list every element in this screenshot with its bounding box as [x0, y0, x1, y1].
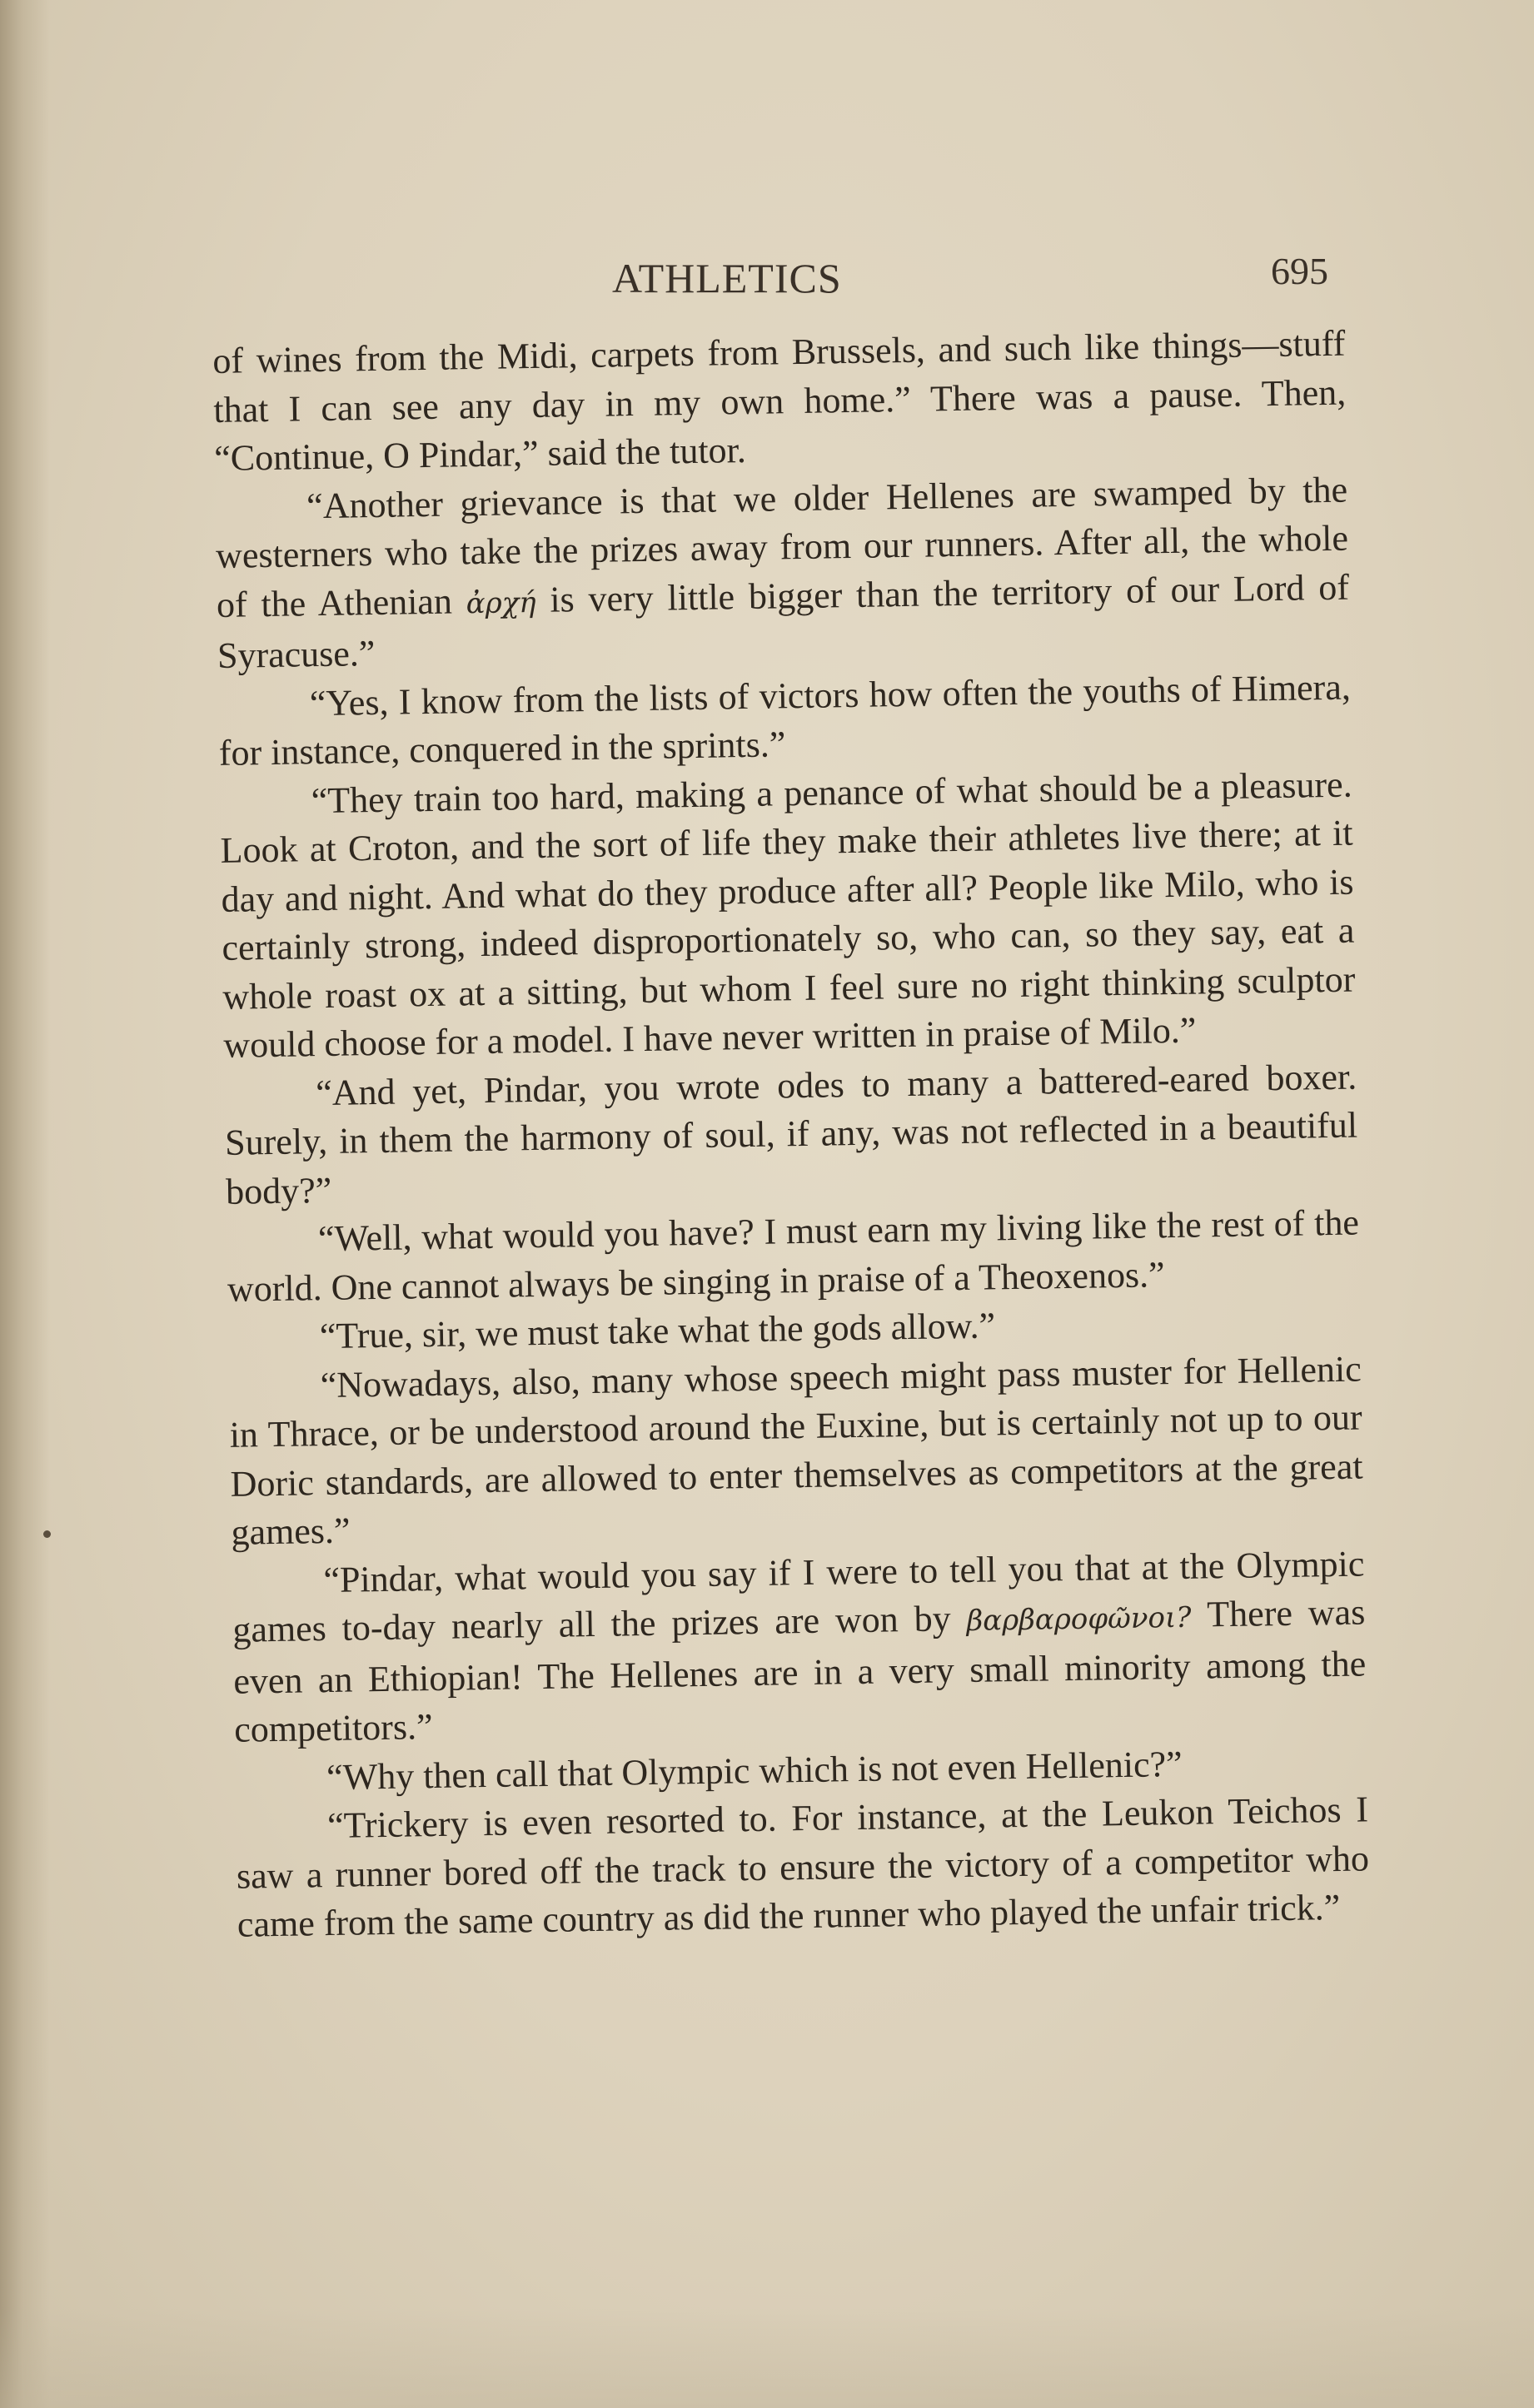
paragraph [236, 1785, 1371, 1949]
paragraph-text: “Nowadays, also, many whose speech might pass muster for Hellenic in Thrace, or be understood around the Euxine, but is certainly not up to our Doric standards, are allowed to enter themselves as competitors at the great games.” [229, 1347, 1363, 1553]
running-header [212, 250, 1328, 312]
paragraph-text: “Well, what would you have? I must earn my living like the rest of the world. One cannot always be singing in praise of a Theoxenos.” [227, 1202, 1360, 1310]
paragraph [228, 1345, 1364, 1557]
body-text [212, 320, 1370, 1950]
paragraph [224, 1052, 1359, 1216]
ink-speck [43, 1530, 51, 1538]
running-title: ATHLETICS [612, 255, 842, 301]
paragraph-text: “Yes, I know from the lists of victors how often the youths of Himera, for instance, conquered in the sprints.” [218, 666, 1352, 774]
paragraph [232, 1540, 1367, 1754]
paragraph-text: “Why then call that Olympic which is not even Hellenic?” [326, 1743, 1183, 1798]
page-number: 695 [1271, 250, 1328, 292]
paragraph-text: is very little bigger than the territory of our Lord of Syracuse.” [217, 566, 1350, 676]
paragraph [227, 1199, 1361, 1314]
paragraph-text: “Trickery is even resorted to. For instance, at the Leukon Teichos I saw a runner bored off the track to ensure the victory of a competitor who came from the same country as did the runner who played the unfair trick.” [236, 1789, 1370, 1945]
binding-shadow [0, 0, 50, 2408]
paragraph-text: There was even an Ethiopian! The Hellenes are in a very small minority among the competitors.” [232, 1591, 1367, 1750]
paragraph-text: of wines from the Midi, carpets from Brussels, and such like things—stuff that I can see any day in my own home.” There was a pause. Then, “Continue, O Pindar,” said the tutor. [212, 322, 1347, 479]
paragraph-text: “And yet, Pindar, you wrote odes to many a battered-eared boxer. Surely, in them the harmony of soul, if any, was not reflected in a beautiful body?” [224, 1056, 1358, 1212]
page-bottom-shade [0, 2308, 1534, 2408]
paragraph [215, 465, 1351, 680]
paragraph [217, 663, 1352, 778]
paragraph [212, 320, 1347, 484]
greek-word: ἀρχή [466, 585, 536, 620]
paragraph-text: “They train too hard, making a penance of what should be a pleasure. Look at Croton, and the sort of life they make their athletes live there; at it day and night. And what do they produce after all? People like Milo, who is certainly strong, indeed disproportionately so, who can, so they say, eat a whole roast ox at a sitting, but whom I feel sure no right thinking sculptor would choose for a model. I have never written in praise of Milo.” [220, 764, 1356, 1066]
paragraph [219, 760, 1356, 1070]
paragraph-text: “True, sir, we must take what the gods allow.” [319, 1305, 996, 1357]
greek-word: βαρβαροφῶνοι? [966, 1600, 1192, 1638]
paragraph-text: “Pindar, what would you say if I were to tell you that at the Olympic games to-day nearly all the prizes are won by [232, 1542, 1365, 1650]
paragraph-text: “Another grievance is that we older Hellenes are swamped by the westerners who take the prizes away from our runners. After all, the whole of the Athenian [215, 469, 1349, 625]
